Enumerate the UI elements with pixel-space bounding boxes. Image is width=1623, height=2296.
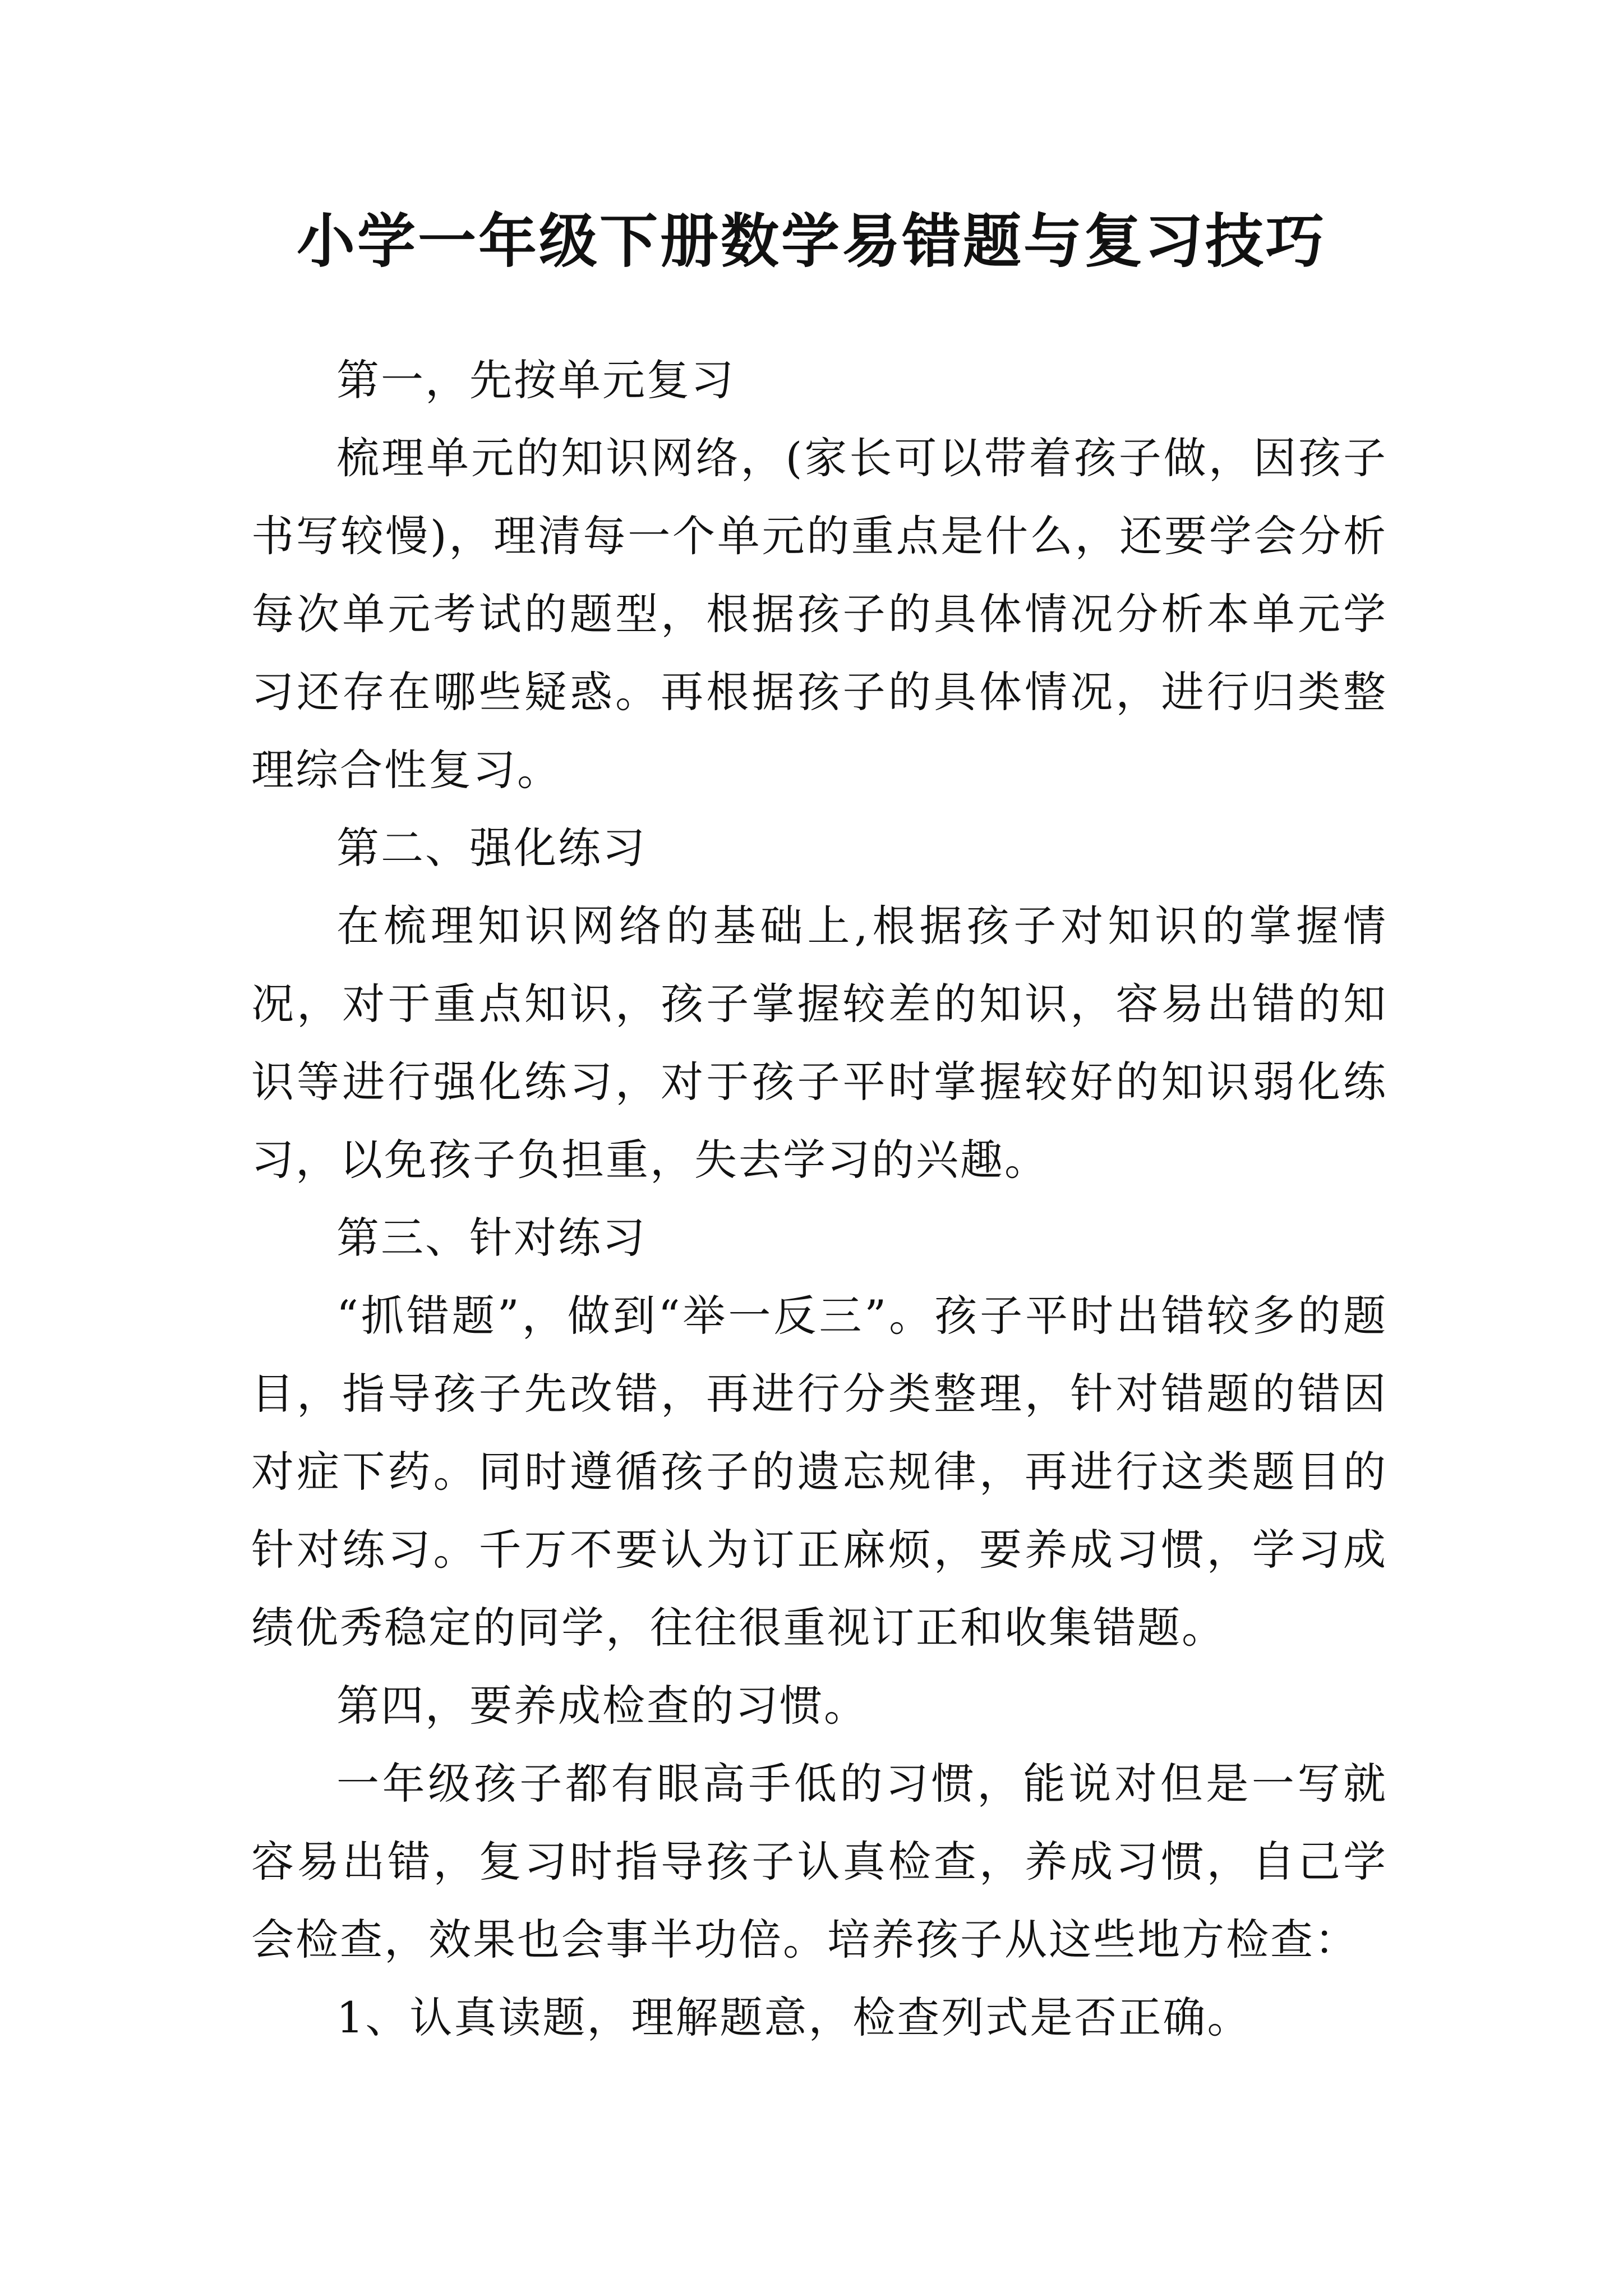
document-body bbox=[251, 341, 1387, 2056]
paragraph: “抓错题”，做到“举一反三”。孩子平时出错较多的题目，指导孩子先改错，再进行分类整理，针对错题的错因对症下药。同时遵循孩子的遗忘规律，再进行这类题目的针对练习。千万不要认为订正麻烦，要养成习惯，学习成绩优秀稳定的同学，往往很重视订正和收集错题。 bbox=[251, 1291, 1387, 1653]
section-heading-4: 第四，要养成检查的习惯。 bbox=[336, 1681, 868, 1731]
paragraph: 一年级孩子都有眼高手低的习惯，能说对但是一写就容易出错，复习时指导孩子认真检查，养成习惯，自己学会检查，效果也会事半功倍。培养孩子从这些地方检查： bbox=[251, 1759, 1387, 1964]
document-title: 小学一年级下册数学易错题与复习技巧 bbox=[296, 207, 1326, 275]
section-heading-3: 第三、针对练习 bbox=[336, 1213, 647, 1263]
list-item: 1、认真读题，理解题意，检查列式是否正确。 bbox=[336, 1993, 1252, 2042]
paragraph: 在梳理知识网络的基础上,根据孩子对知识的掌握情况，对于重点知识，孩子掌握较差的知识，容易出错的知识等进行强化练习，对于孩子平时掌握较好的知识弱化练习，以免孩子负担重，失去学习的兴趣。 bbox=[251, 901, 1387, 1185]
paragraph: 梳理单元的知识网络，(家长可以带着孩子做，因孩子书写较慢)，理清每一个单元的重点是什么，还要学会分析每次单元考试的题型，根据孩子的具体情况分析本单元学习还存在哪些疑惑。再根据孩子的具体情况，进行归类整理综合性复习。 bbox=[251, 433, 1387, 795]
section-heading-1: 第一，先按单元复习 bbox=[336, 355, 735, 405]
section-heading-2: 第二、强化练习 bbox=[336, 823, 647, 873]
